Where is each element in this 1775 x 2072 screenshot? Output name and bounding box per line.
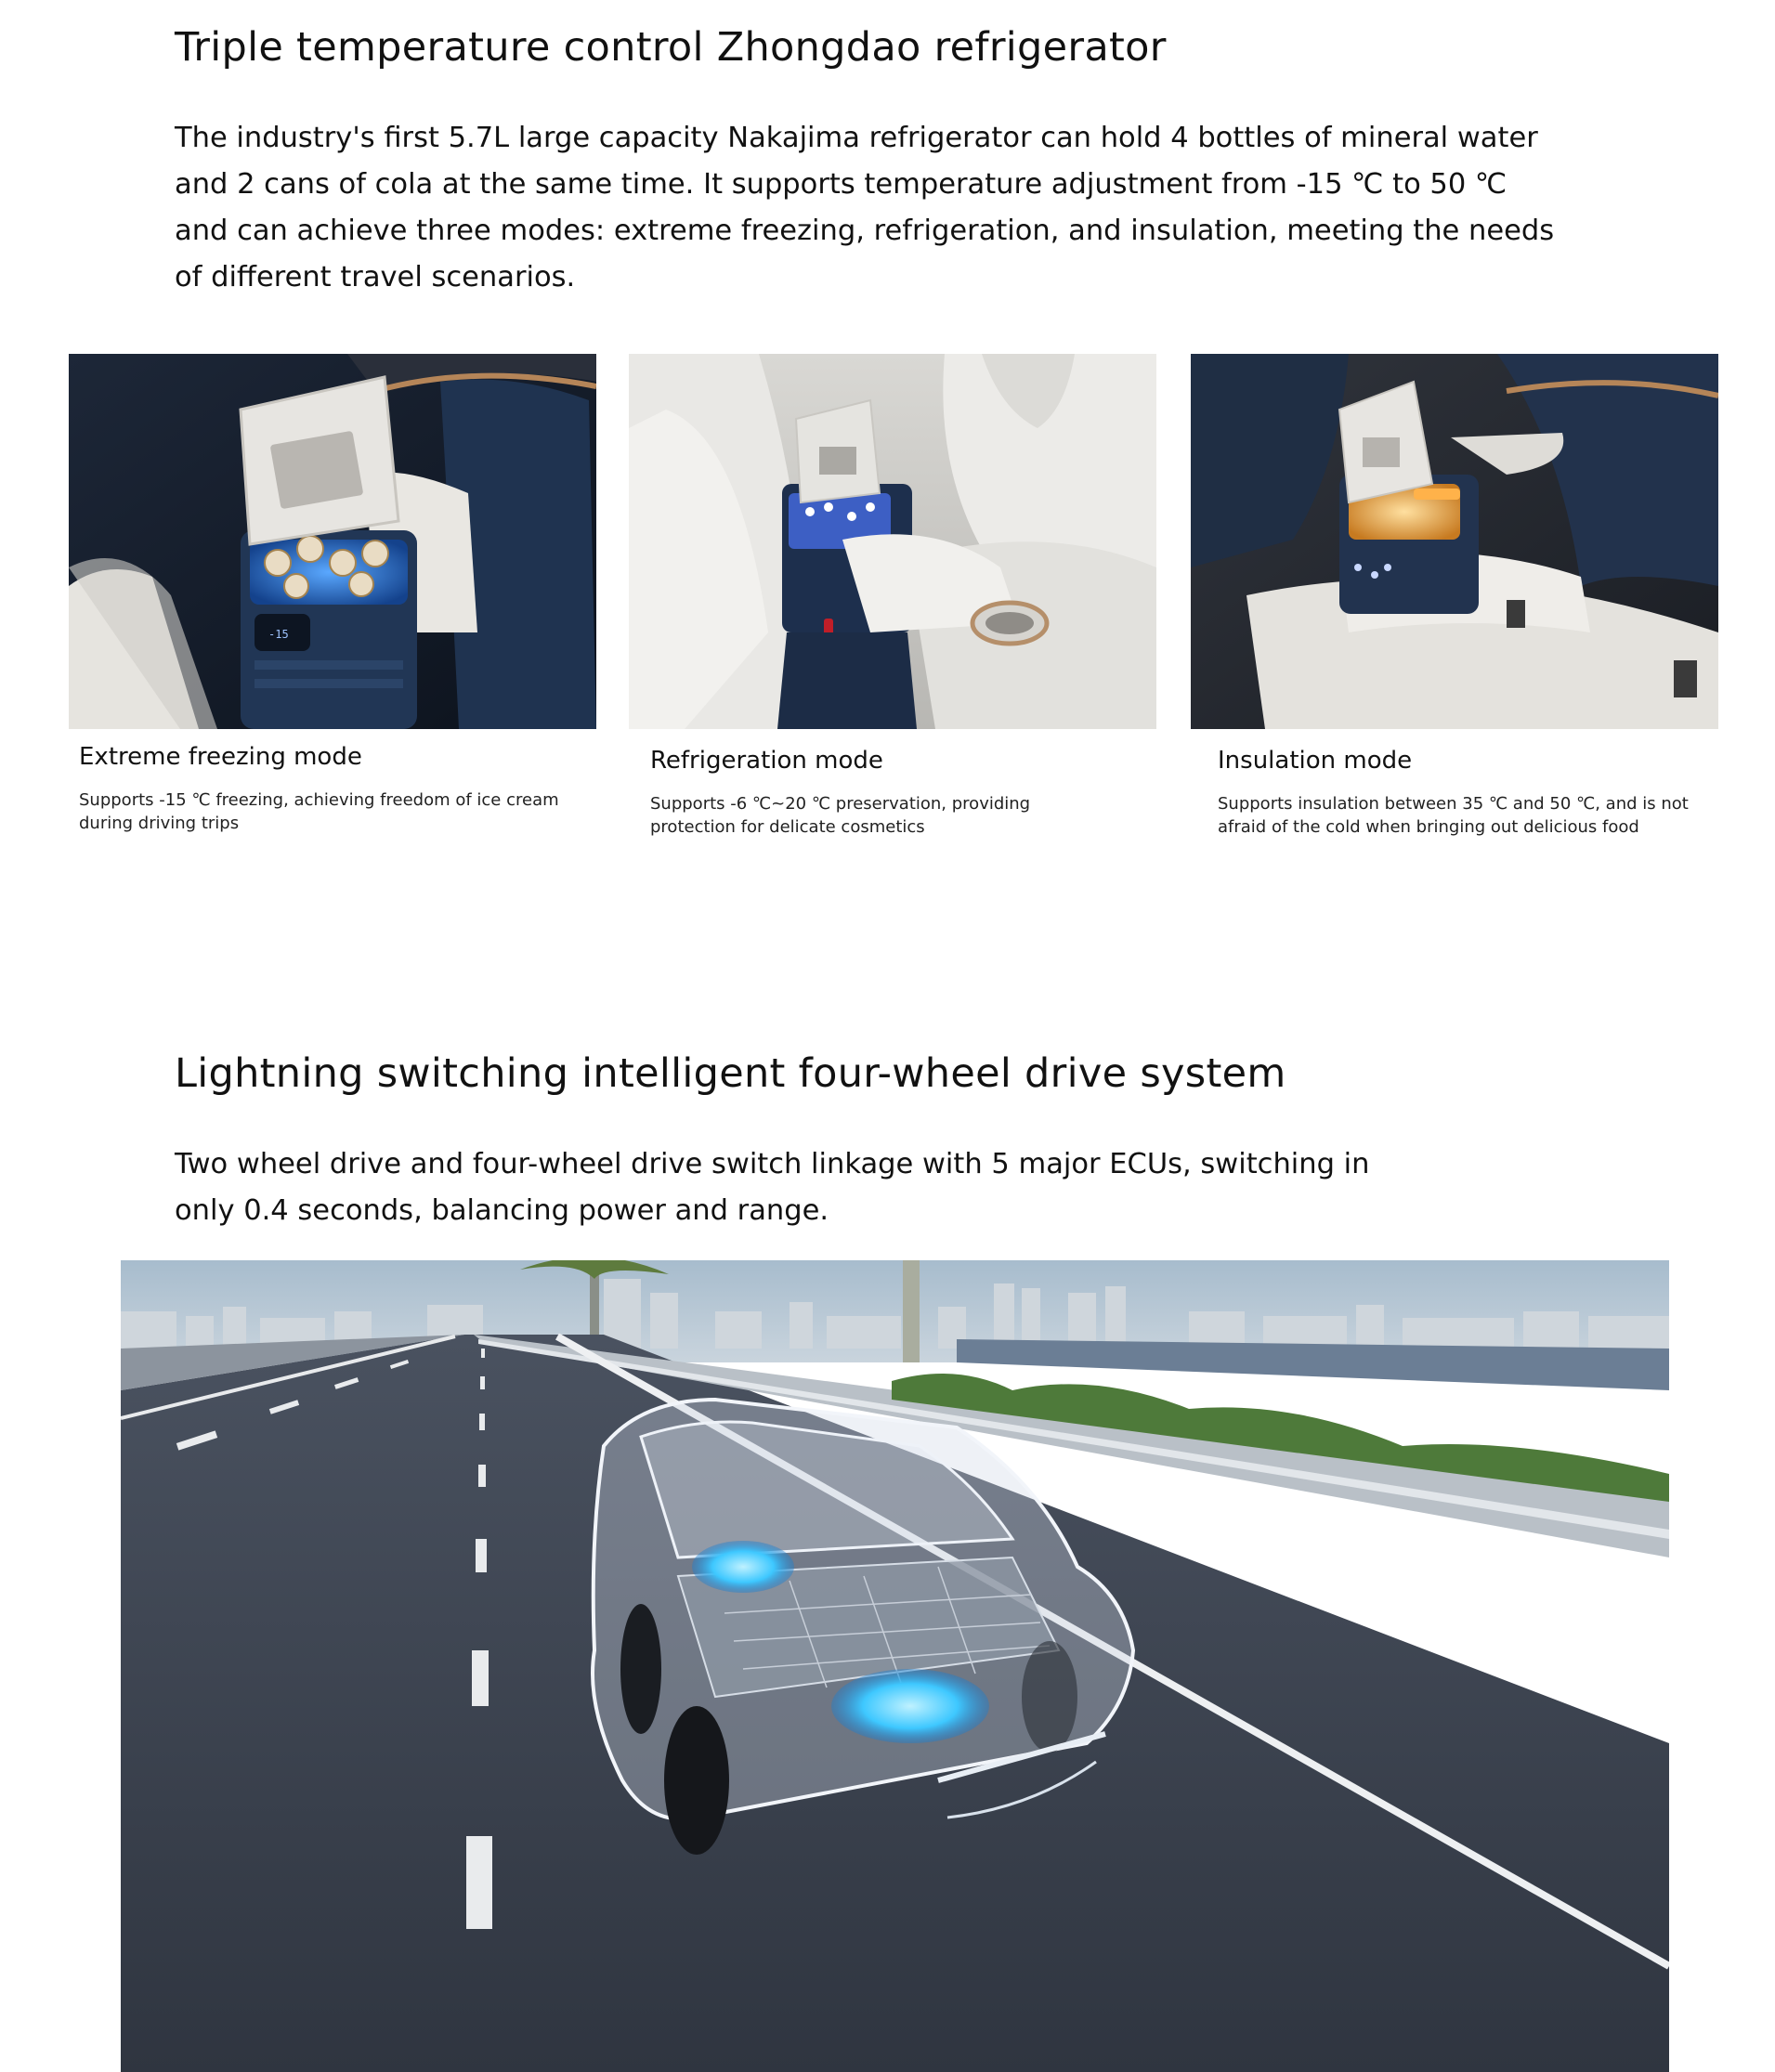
drive-section-title: Lightning switching intelligent four-wheel drive system [175,1050,1286,1097]
drive-section-description: Two wheel drive and four-wheel drive switch linkage with 5 major ECUs, switching in only 0.4 seconds, balancing power and range. [175,1148,1370,1227]
refrigerator-section-description: The industry's first 5.7L large capacity Nakajima refrigerator can hold 4 bottles of mineral water and 2 cans of cola at the same time. It supports temperature adjustment from -15 ℃ to 50 ℃ and can achieve three modes: extreme freezing, refrigeration, and insulation, meeting the needs of different travel scenarios. [175,122,1555,293]
insulation-image [1191,354,1718,729]
refrigeration-description: Supports -6 ℃~20 ℃ preservation, providing protection for delicate cosmetics [650,794,1031,837]
extreme-freezing-image [69,354,596,729]
refrigerator-section-title: Triple temperature control Zhongdao refrigerator [175,24,1167,71]
extreme-freezing-description: Supports -15 ℃ freezing, achieving freedom of ice cream during driving trips [79,790,559,833]
svg-text:-15: -15 [268,628,289,641]
refrigeration-title: Refrigeration mode [650,747,883,775]
extreme-freezing-title: Extreme freezing mode [79,743,362,771]
four-wheel-drive-image [121,1260,1669,2072]
insulation-description: Supports insulation between 35 ℃ and 50 ℃, and is not afraid of the cold when bringing out delicious food [1218,794,1689,837]
insulation-title: Insulation mode [1218,747,1413,775]
refrigeration-image [629,354,1156,729]
